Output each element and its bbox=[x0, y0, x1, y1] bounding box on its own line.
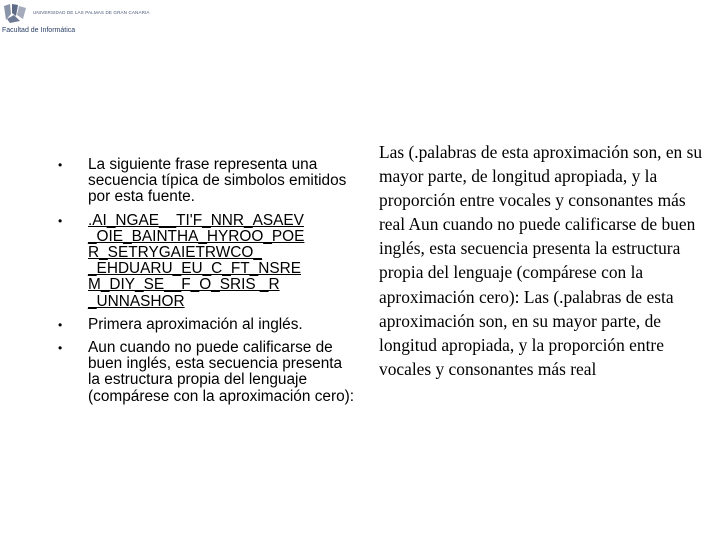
list-item bbox=[56, 317, 356, 333]
list-item bbox=[56, 340, 356, 405]
symbol-sequence-text: .AI_NGAE__TI'F_NNR_ASAEV _OIE_BAINTHA_HYROO_POE R_SETRYGAIETRWCO_ _EHDUARU_EU_C_FT_NSRE M_DIY_SE__F_O_SRIS _R _UNNASHOR bbox=[88, 211, 305, 310]
bullet-icon: • bbox=[58, 213, 63, 228]
list-item-text: La siguiente frase representa una secuencia típica de simbolos emitidos por esta fuente. bbox=[88, 156, 347, 206]
university-logo bbox=[0, 0, 150, 40]
bullet-icon: • bbox=[58, 317, 63, 332]
faculty-name: Facultad de Informática bbox=[2, 27, 76, 34]
bullet-icon: • bbox=[58, 341, 63, 356]
bullet-icon: • bbox=[58, 158, 63, 172]
list-item bbox=[56, 213, 356, 310]
list-item-text: Aun cuando no puede calificarse de buen inglés, esta secuencia presenta la estructura propia del lenguaje (compárese con la aproximación cero): bbox=[88, 339, 355, 405]
list-item bbox=[56, 157, 356, 206]
explanation-paragraph: Las (.palabras de esta aproximación son, en su mayor parte, de longitud apropiada, y la proporción entre vocales y consonantes más real Aun cuando no puede calificarse de buen inglés, esta secuencia presenta la estructura propia del lenguaje (compárese con la aproximación cero): Las (.palabras de esta aproximación son, en su mayor parte, de longitud apropiada, y la proporción entre vocales y consonantes más real bbox=[379, 142, 703, 379]
bullet-list bbox=[56, 157, 356, 412]
university-emblem-icon bbox=[2, 2, 30, 24]
university-name: UNIVERSIDAD DE LAS PALMAS DE GRAN CANARIA bbox=[33, 10, 150, 15]
list-item-text: Primera aproximación al inglés. bbox=[88, 315, 303, 333]
